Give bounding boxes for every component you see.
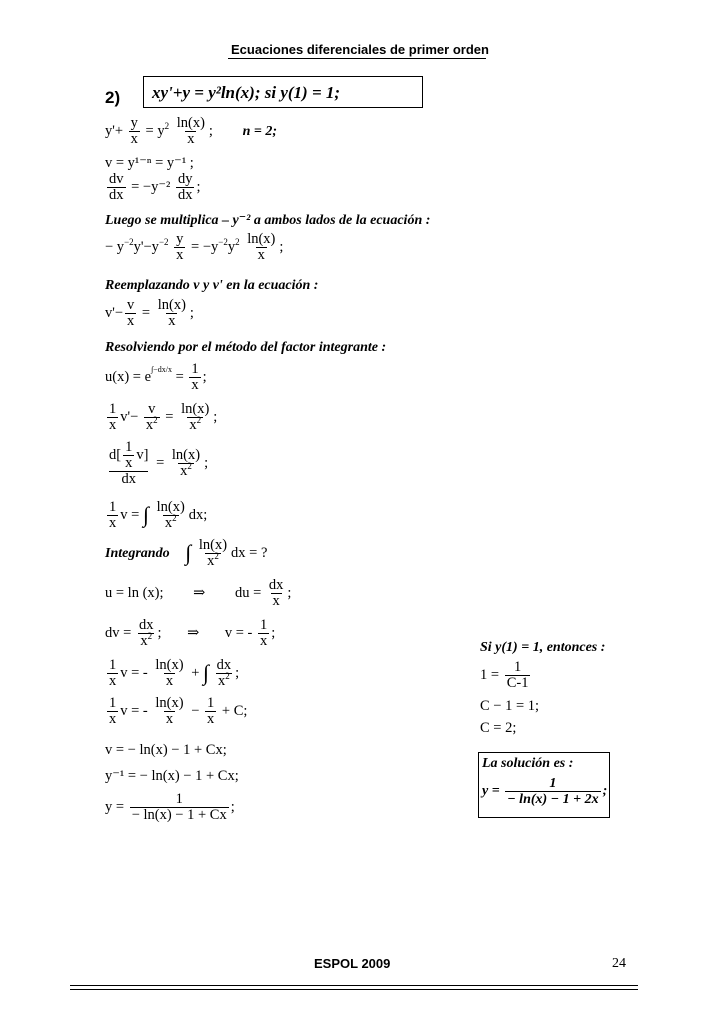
eq-y-general: y = $\frac{1}{- \ln(x) - 1 + Cx}$ ; <box>105 791 235 823</box>
eq-y-inverse: y⁻¹ = − ln(x) − 1 + Cx; <box>105 768 239 784</box>
eq-u-du: u = ln (x); ⇒ du = $\frac{dx}{x}$ ; <box>105 577 292 609</box>
text-initial-condition: Si y(1) = 1, entonces : <box>480 640 606 655</box>
footer-rule <box>70 985 638 990</box>
problem-equation-box: xy'+y = y²ln(x); si y(1) = 1; <box>143 76 423 108</box>
eq-integrated: $\frac{1}{x}$ v = ∫ $\frac{\ln(x)}{x^2}$ dx; <box>109 499 208 531</box>
eq-by-parts: $\frac{1}{x}$ v = - $\frac{\ln(x)}{x}$ + ∫ $\frac{dx}{x^2}$ ; <box>109 657 240 689</box>
page-number: 24 <box>612 956 626 971</box>
eq-bernoulli-standard: y'+ $\frac{y}{x}$ = $y^2$ $\frac{\ln(x)}{x}$ ; n = 2; <box>105 115 278 147</box>
eq-multiplied-by-u: $\frac{1}{x}$ v'− $\frac{v}{x^2}$ = $\frac{\ln(x)}{x^2}$ ; <box>109 401 218 433</box>
text-replace: Reemplazando v y v' en la ecuación : <box>105 278 319 293</box>
problem-number: 2) <box>105 88 121 107</box>
text-integrating-factor: Resolviendo por el método del factor integrante : <box>105 340 387 355</box>
page-header: Ecuaciones diferenciales de primer orden <box>231 42 489 57</box>
eq-substitution: v = y¹⁻ⁿ = y⁻¹ ; <box>105 155 194 171</box>
eq-multiplied: − $y^{-2}y'-y^{-2}$ $\frac{y}{x}$ = $-y^{-2}y^2$ $\frac{\ln(x)}{x}$ ; <box>105 231 284 263</box>
solution-title: La solución es : <box>482 756 574 771</box>
eq-v-solution: v = − ln(x) − 1 + Cx; <box>105 742 227 758</box>
eq-result-c: $\frac{1}{x}$ v = - $\frac{\ln(x)}{x}$ − $\frac{1}{x}$ + C; <box>109 695 248 727</box>
eq-c-fraction: 1 = $\frac{1}{C-1}$ <box>480 659 529 691</box>
solution-equation: y = $\frac{1}{- \ln(x) - 1 + 2x}$ ; <box>482 776 608 807</box>
eq-exact-derivative: d[ $\frac{1}{x}$ v] dx = $\frac{\ln(x)}{x^2}$ ; <box>109 439 209 487</box>
eq-c-minus-1: C − 1 = 1; <box>480 698 540 714</box>
eq-c-value: C = 2; <box>480 720 517 736</box>
eq-integral-question: Integrando ∫ $\frac{\ln(x)}{x^2}$ dx = ? <box>105 537 268 569</box>
text-multiply: Luego se multiplica – y⁻² a ambos lados de la ecuación : <box>105 213 431 228</box>
eq-linear: v'− $\frac{v}{x}$ = $\frac{\ln(x)}{x}$ ; <box>105 297 194 329</box>
eq-dv-v: dv = $\frac{dx}{x^2}$ ; ⇒ v = - $\frac{1}{x}$ ; <box>105 617 276 649</box>
header-underline <box>228 58 486 59</box>
footer-center: ESPOL 2009 <box>314 956 391 971</box>
eq-dv-dx: $\frac{dv}{dx}$ = −y⁻² $\frac{dy}{dx}$ ; <box>109 171 201 203</box>
eq-integrating-factor: $u(x) = e^{\int-dx/x}$ = $\frac{1}{x}$ ; <box>105 361 207 393</box>
